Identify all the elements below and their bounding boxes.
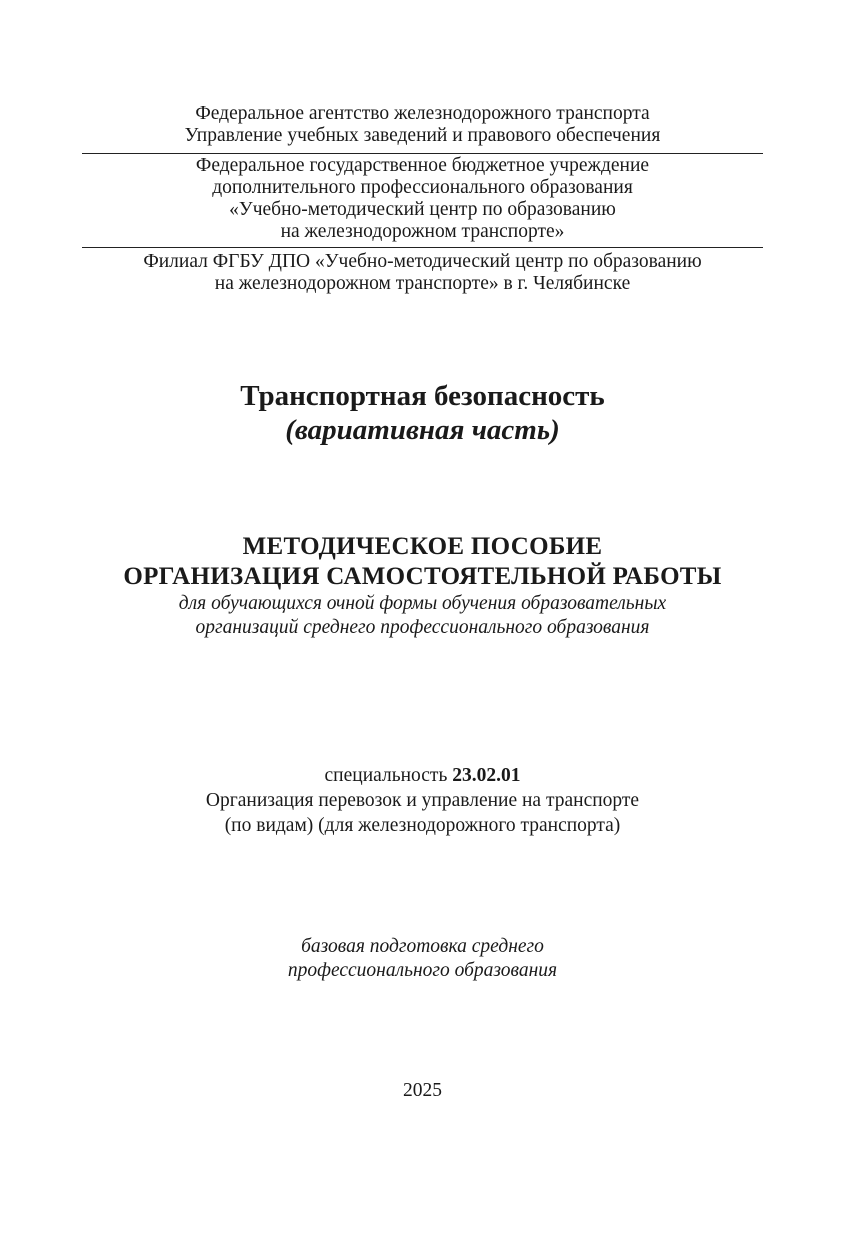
manual-heading: ОРГАНИЗАЦИЯ САМОСТОЯТЕЛЬНОЙ РАБОТЫ	[123, 563, 722, 590]
publication-year: 2025	[403, 1080, 442, 1101]
specialty-name: (по видам) (для железнодорожного транспорта)	[224, 815, 621, 836]
audience-line: организаций среднего профессионального образования	[195, 617, 650, 638]
agency-line: Федеральное агентство железнодорожного транспорта	[195, 103, 650, 124]
divider	[82, 153, 763, 154]
specialty-name: Организация перевозок и управление на транспорте	[205, 790, 640, 811]
specialty-label: специальность	[324, 765, 448, 786]
institution-line: на железнодорожном транспорте»	[280, 221, 565, 242]
year-block	[82, 1078, 763, 1103]
institution-line: дополнительного профессионального образования	[212, 177, 633, 198]
training-block	[82, 935, 763, 983]
specialty-block	[82, 763, 763, 838]
institution-line: Федеральное государственное бюджетное учреждение	[195, 155, 650, 176]
agency-line: Управление учебных заведений и правового обеспечения	[184, 125, 661, 146]
agency-block	[82, 103, 763, 147]
training-line: базовая подготовка среднего	[301, 936, 544, 957]
institution-block	[82, 155, 763, 243]
manual-block	[82, 532, 763, 640]
branch-line: на железнодорожном транспорте» в г. Челябинске	[214, 273, 631, 294]
branch-line: Филиал ФГБУ ДПО «Учебно-методический центр по образованию	[143, 251, 702, 272]
title-block	[82, 379, 763, 447]
training-line: профессионального образования	[287, 960, 558, 981]
page-title: Транспортная безопасность	[240, 380, 605, 412]
page-subtitle: (вариативная часть)	[285, 414, 560, 446]
institution-line: «Учебно-методический центр по образованию	[229, 199, 616, 220]
branch-block	[82, 251, 763, 295]
divider	[82, 247, 763, 248]
audience-line: для обучающихся очной формы обучения образовательных	[178, 593, 667, 614]
manual-heading: МЕТОДИЧЕСКОЕ ПОСОБИЕ	[242, 533, 603, 560]
specialty-code: 23.02.01	[452, 765, 521, 786]
specialty-line	[82, 763, 763, 788]
